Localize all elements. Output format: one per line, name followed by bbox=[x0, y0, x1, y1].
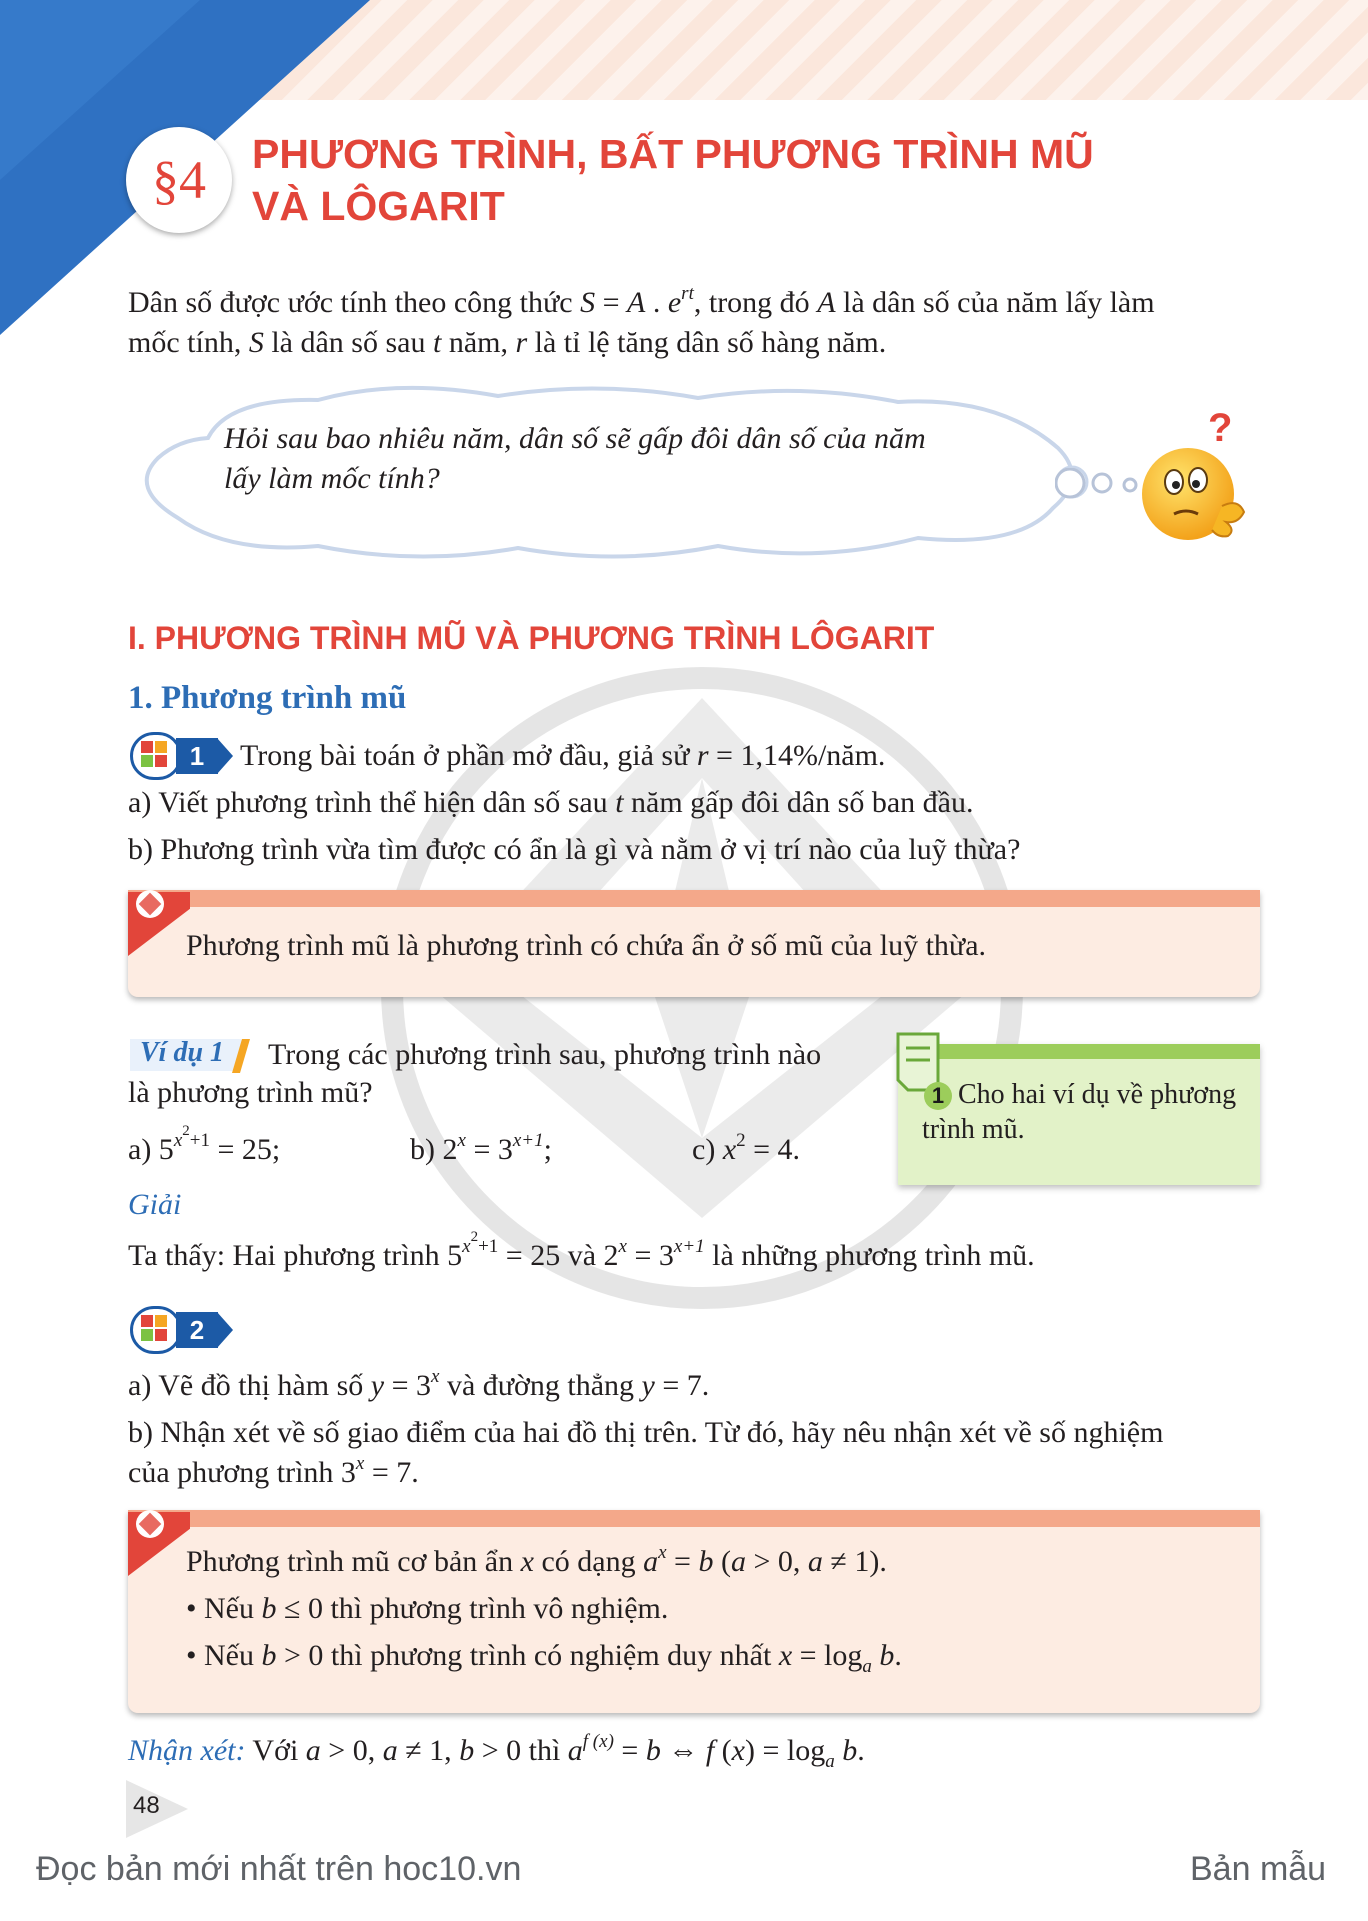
activity-1-b: b) Phương trình vừa tìm được có ẩn là gì và nằm ở vị trí nào của luỹ thừa? bbox=[128, 833, 1021, 866]
thinking-emoji-icon bbox=[1138, 438, 1258, 548]
cube-icon bbox=[130, 732, 182, 780]
footer-left: Đọc bản mới nhất trên hoc10.vn bbox=[36, 1850, 522, 1888]
example-option-a: a) $5^{x^2+1} = 25$; bbox=[128, 1122, 281, 1166]
example-question-2: là phương trình mũ? bbox=[128, 1076, 373, 1109]
definition-2-line-1: Phương trình mũ cơ bản ẩn x có dạng $a^x = b$ (a > 0, a ≠ 1). bbox=[186, 1542, 887, 1578]
thought-bubble-tail bbox=[1055, 468, 1145, 508]
thought-line-2: lấy làm mốc tính? bbox=[224, 462, 440, 495]
activity-1-a: a) Viết phương trình thể hiện dân số sau t năm gấp đôi dân số ban đầu. bbox=[128, 786, 974, 819]
activity-1-intro: Trong bài toán ở phần mở đầu, giả sử r = 1,14%/năm. bbox=[240, 739, 886, 772]
title-line-2: VÀ LÔGARIT bbox=[252, 183, 505, 229]
intro-line-2: mốc tính, S là dân số sau t năm, r là tỉ lệ tăng dân số hàng năm. bbox=[128, 326, 887, 359]
side-note-number: 1 bbox=[924, 1082, 952, 1110]
title-line-1: PHƯƠNG TRÌNH, BẤT PHƯƠNG TRÌNH MŨ bbox=[252, 131, 1094, 177]
page-number: 48 bbox=[133, 1792, 160, 1819]
definition-2-line-3: • Nếu b > 0 thì phương trình có nghiệm duy nhất $x = \log_a b$. bbox=[186, 1639, 902, 1677]
activity-2-b-line-1: b) Nhận xét về số giao điểm của hai đồ thị trên. Từ đó, hãy nêu nhận xét về số nghiệm bbox=[128, 1416, 1164, 1449]
activity-badge-1: 1 bbox=[128, 732, 232, 780]
solution-text: Ta thấy: Hai phương trình $5^{x^2+1} = 25$ và $2^x = 3^{x+1}$ là những phương trình mũ. bbox=[128, 1228, 1035, 1272]
example-option-b: b) $2^x = 3^{x+1}$; bbox=[410, 1130, 552, 1166]
footer-right: Bản mẫu bbox=[1190, 1850, 1327, 1888]
activity-badge-2: 2 bbox=[128, 1306, 232, 1354]
definition-flag-icon bbox=[122, 1504, 190, 1576]
section-badge: §4 bbox=[126, 127, 232, 233]
definition-flag-icon bbox=[122, 884, 190, 956]
page-title bbox=[252, 128, 1152, 232]
subsection-heading: 1. Phương trình mũ bbox=[128, 680, 407, 716]
example-label: Ví dụ 1 bbox=[140, 1037, 225, 1068]
side-note-line-2: trình mũ. bbox=[922, 1114, 1025, 1145]
cube-icon bbox=[130, 1306, 182, 1354]
example-option-c: c) $x^2 = 4$. bbox=[692, 1130, 801, 1166]
activity-2-a: a) Vẽ đồ thị hàm số $y = 3^x$ và đường thẳng y = 7. bbox=[128, 1366, 710, 1402]
definition-2-line-2: • Nếu b ≤ 0 thì phương trình vô nghiệm. bbox=[186, 1592, 669, 1625]
intro-line-1: Dân số được ước tính theo công thức S = A . $e^{rt}$, trong đó A là dân số của năm lấy làm bbox=[128, 283, 1155, 319]
section-heading: I. PHƯƠNG TRÌNH MŨ VÀ PHƯƠNG TRÌNH LÔGARIT bbox=[128, 620, 935, 656]
example-question-1: Trong các phương trình sau, phương trình nào bbox=[268, 1038, 822, 1071]
remark-line: Nhận xét: Với a > 0, a ≠ 1, b > 0 thì $a^{f (x)} = b$ ⇔ f $(x) = \log_a b$. bbox=[128, 1731, 865, 1772]
activity-2-b-line-2: của phương trình $3^x = 7$. bbox=[128, 1453, 419, 1489]
side-note-line-1: Cho hai ví dụ về phương bbox=[958, 1079, 1237, 1110]
question-mark: ? bbox=[1208, 406, 1233, 450]
definition-1-text: Phương trình mũ là phương trình có chứa ẩn ở số mũ của luỹ thừa. bbox=[186, 929, 987, 962]
solution-label: Giải bbox=[128, 1188, 182, 1221]
thought-line-1: Hỏi sau bao nhiêu năm, dân số sẽ gấp đôi dân số của năm bbox=[224, 422, 926, 455]
